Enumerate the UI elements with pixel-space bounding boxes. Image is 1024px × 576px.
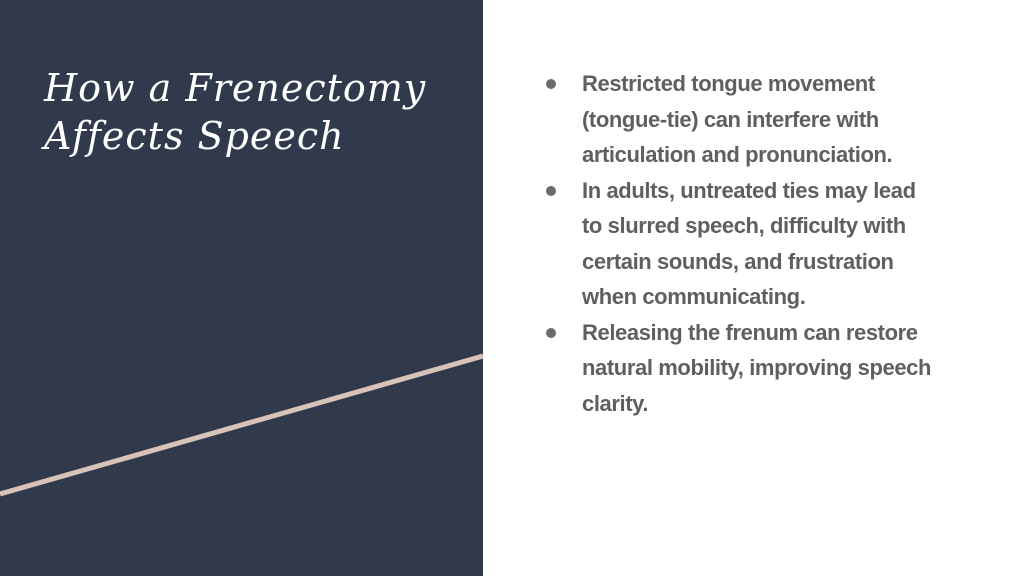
bullet-item-3: [540, 315, 990, 422]
bullet-text-line: Restricted tongue movement: [582, 71, 875, 96]
bullet-text-line: when communicating.: [582, 284, 806, 309]
bullet-text-line: natural mobility, improving speech: [582, 355, 932, 380]
bullet-list: [540, 66, 990, 421]
slide-title-line-2: Affects Speech: [44, 114, 345, 158]
bullet-item-1: [540, 66, 990, 173]
bullet-dot-icon: [546, 328, 556, 338]
bullet-text-line: articulation and pronunciation.: [582, 142, 893, 167]
slide-title-line-1: How a Frenectomy: [44, 66, 427, 110]
bullet-text-line: certain sounds, and frustration: [582, 248, 894, 274]
bullet-text-line: Releasing the frenum can restore: [582, 319, 918, 345]
bullet-text-line: to slurred speech, difficulty with: [582, 213, 906, 238]
bullet-dot-icon: [546, 186, 556, 196]
bullet-text-line: (tongue-tie) can interfere with: [582, 106, 879, 132]
bullet-item-2: [540, 173, 990, 315]
slide-title: [44, 64, 426, 160]
bullet-dot-icon: [546, 79, 556, 89]
title-panel: [0, 0, 483, 576]
bullet-text-line: clarity.: [582, 390, 649, 416]
bullet-text-line: In adults, untreated ties may lead: [582, 177, 916, 203]
